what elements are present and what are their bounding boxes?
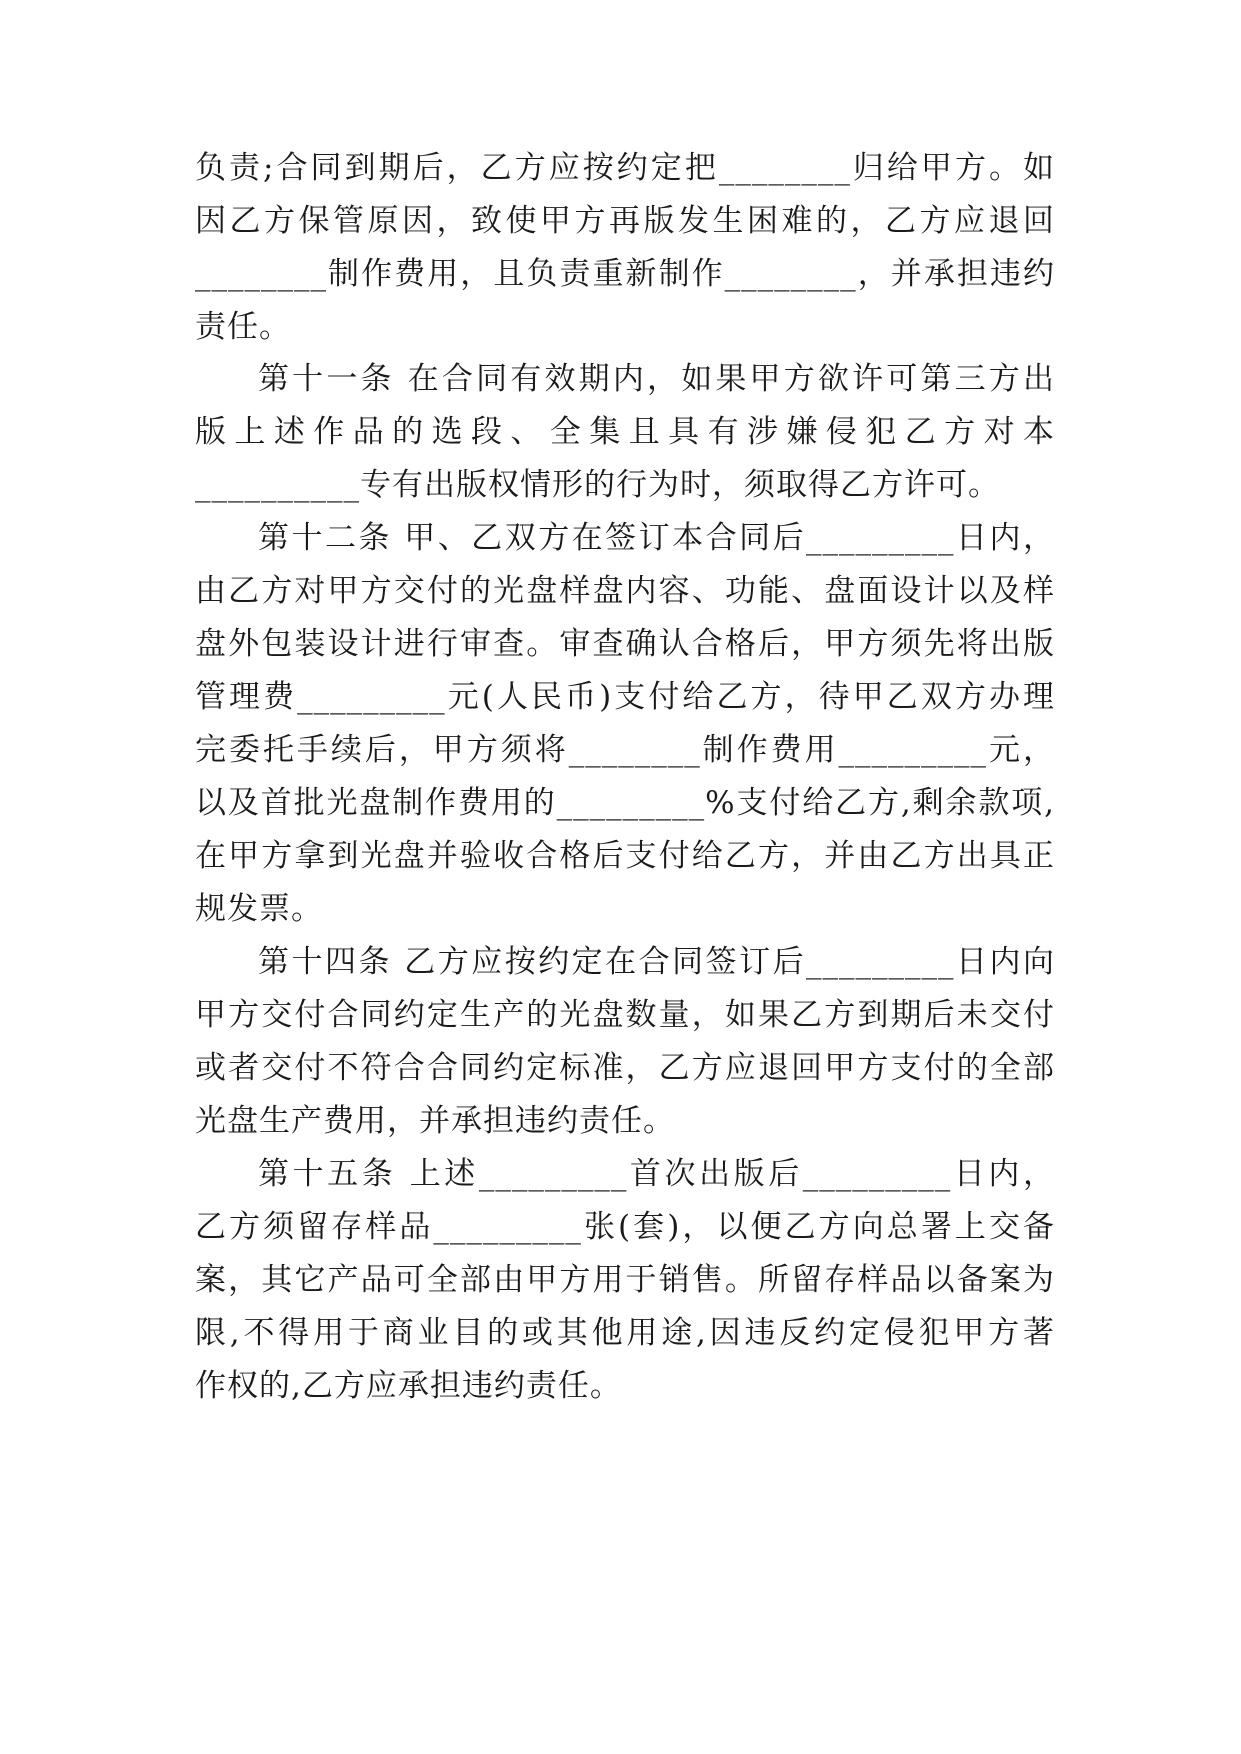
- paragraph-line: 作权的,乙方应承担违约责任。: [195, 1368, 622, 1404]
- paragraph-line: 甲方交付合同约定生产的光盘数量，如果乙方到期后未交付: [195, 997, 1055, 1033]
- paragraph-line: 负责;合同到期后，乙方应按约定把________归给甲方。如: [195, 150, 1055, 186]
- paragraph-line: 管理费_________元(人民币)支付给乙方，待甲乙双方办理: [195, 679, 1055, 715]
- paragraph-line: 案，其它产品可全部由甲方用于销售。所留存样品以备案为: [195, 1262, 1055, 1298]
- paragraph-line: 限,不得用于商业目的或其他用途,因违反约定侵犯甲方著: [195, 1315, 1055, 1351]
- paragraph-line: 盘外包装设计进行审查。审查确认合格后，甲方须先将出版: [195, 626, 1055, 662]
- paragraph-line: 在甲方拿到光盘并验收合格后支付给乙方，并由乙方出具正: [195, 838, 1055, 874]
- paragraph-line: ________制作费用，且负责重新制作________，并承担违约: [195, 256, 1055, 292]
- paragraph-line: 第十一条 在合同有效期内，如果甲方欲许可第三方出: [258, 361, 1055, 397]
- paragraph-line: 乙方须留存样品_________张(套)，以便乙方向总署上交备: [195, 1209, 1055, 1245]
- paragraph-line: 完委托手续后，甲方须将________制作费用_________元，: [195, 732, 1055, 768]
- paragraph-line: 第十四条 乙方应按约定在合同签订后_________日内向: [258, 944, 1055, 980]
- paragraph-line: 责任。: [195, 309, 291, 345]
- paragraph-line: 或者交付不符合合同约定标准，乙方应退回甲方支付的全部: [195, 1050, 1055, 1086]
- paragraph-line: 光盘生产费用，并承担违约责任。: [195, 1103, 675, 1139]
- paragraph-line: 版上述作品的选段、全集且具有涉嫌侵犯乙方对本: [195, 414, 1055, 450]
- paragraph-line: 第十二条 甲、乙双方在签订本合同后_________日内，: [258, 520, 1055, 556]
- paragraph-line: 因乙方保管原因，致使甲方再版发生困难的，乙方应退回: [195, 203, 1055, 239]
- paragraph-line: 规发票。: [195, 891, 323, 927]
- paragraph-line: 以及首批光盘制作费用的_________%支付给乙方,剩余款项,: [195, 785, 1055, 821]
- paragraph-line: 由乙方对甲方交付的光盘样盘内容、功能、盘面设计以及样: [195, 573, 1055, 609]
- paragraph-line: 第十五条 上述_________首次出版后_________日内，: [258, 1156, 1055, 1192]
- paragraph-line: __________专有出版权情形的行为时，须取得乙方许可。: [195, 467, 1000, 503]
